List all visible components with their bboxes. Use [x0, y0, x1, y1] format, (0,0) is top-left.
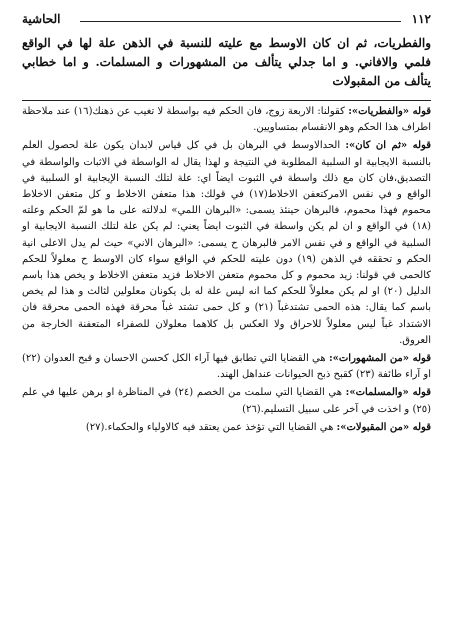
note-item	[22, 420, 431, 436]
note-item	[22, 385, 431, 417]
note-text: الحدالاوسط في البرهان بل في كل قياس لابدان يكون علة لحصول العلم بالنسبة الايجابية او السلبية المطلوبة في النتيجة و لهذا يقال له الواسطة في الاثبات والواسطة في التصديق،فان كان مع ذلك واسطة في الثبوت ايضاً اي: علة لتلك النسبة الإيجابية او السلبية في الواقع و في نفس الامركتعفن الاخلاط(١٧) في قولك: هذا متعفن الاخلاط و كل متعفن الاخلاط محموم فهذا محموم، فالبرهان حينئذ يسمى: «البرهان اللمي» لدلالته على ما هو لمّ الحكم وعلته (١٨) في الواقع و ان لم يكن واسطة في الثبوت ايضاً يعني: لم يكن علة لتلك النسبة الايجابية او السلبية في الواقع و في نفس الامر فالبرهان ح يسمى: «البرهان الاني» حيث لم يدل الاعلى انية الحكم و تحققه في الذهن (١٩) دون عليته للحكم في الواقع سواء كان الاوسط ح معلولاً للحكم كالحمى في قولنا: زيد محموم و كل محموم متعفن الاخلاط فزيد متعفن الاخلاط و يخص هذا باسم الدليل (٢٠) او لم يكن معلولاً للحكم كما انه ليس علة له بل يكونان معلولين لثالث و هذا لم يخص باسم كما يقال: هذه الحمى تشتدغباً (٢١) و كل حمى تشتد غباً محرقة فهذه الحمى محرقة فان الاشتداد غباً ليس معلولاً للاحراق ولا العكس بل كلاهما معلولان للصفراء المتعفنة الخارجة من العروق.	[22, 140, 432, 346]
note-label: قوله «من المقبولات»:	[336, 421, 431, 433]
note-item	[22, 351, 431, 383]
commentary-notes	[22, 104, 431, 438]
note-text: هي القضايا التي تطابق فيها آراء الكل كحسن الاحسان و قبح العدوان (٢٢) او آراء طائفة (٢٣) كقبح ذبح الحيوانات عنداهل الهند.	[22, 353, 431, 381]
header-rule	[80, 21, 401, 22]
note-text: هي القضايا التي تؤخذ عمن يعتقد فيه كالاولياء والحكماء.(٢٧)	[85, 421, 337, 433]
footnote-separator	[22, 100, 431, 101]
main-text	[22, 34, 431, 91]
note-label: قوله «ثم ان كان»:	[345, 140, 431, 152]
note-item	[22, 138, 431, 349]
page-number: ١١٢	[411, 12, 431, 26]
note-item	[22, 104, 431, 136]
note-text: هي القضايا التي سلمت من الخصم (٢٤) في المناظرة او برهن عليها في علم (٢٥) و اخذت في آخر على سبيل التسليم.(٢٦)	[22, 387, 431, 415]
note-label: قوله «والمسلمات»:	[345, 387, 432, 399]
note-label: قوله «والفطريات»:	[348, 106, 432, 117]
running-title: الحاشية	[22, 12, 61, 26]
running-header	[22, 12, 431, 30]
note-text: كقولنا: الاربعة زوج، فان الحكم فيه بواسطة لا تغيب عن ذهنك(١٦) عند ملاحظة اطراف هذا الحكم وهو الانقسام بمتساويين.	[22, 106, 431, 134]
main-paragraph: والفطريات، ثم ان كان الاوسط مع عليته للنسبة في الذهن علة لها في الواقع فلمي والافاني. و اما جدلي يتألف من المشهورات و المسلمات. و اما خطابي يتألف من المقبولات	[22, 36, 431, 88]
note-label: قوله «من المشهورات»:	[328, 353, 431, 365]
